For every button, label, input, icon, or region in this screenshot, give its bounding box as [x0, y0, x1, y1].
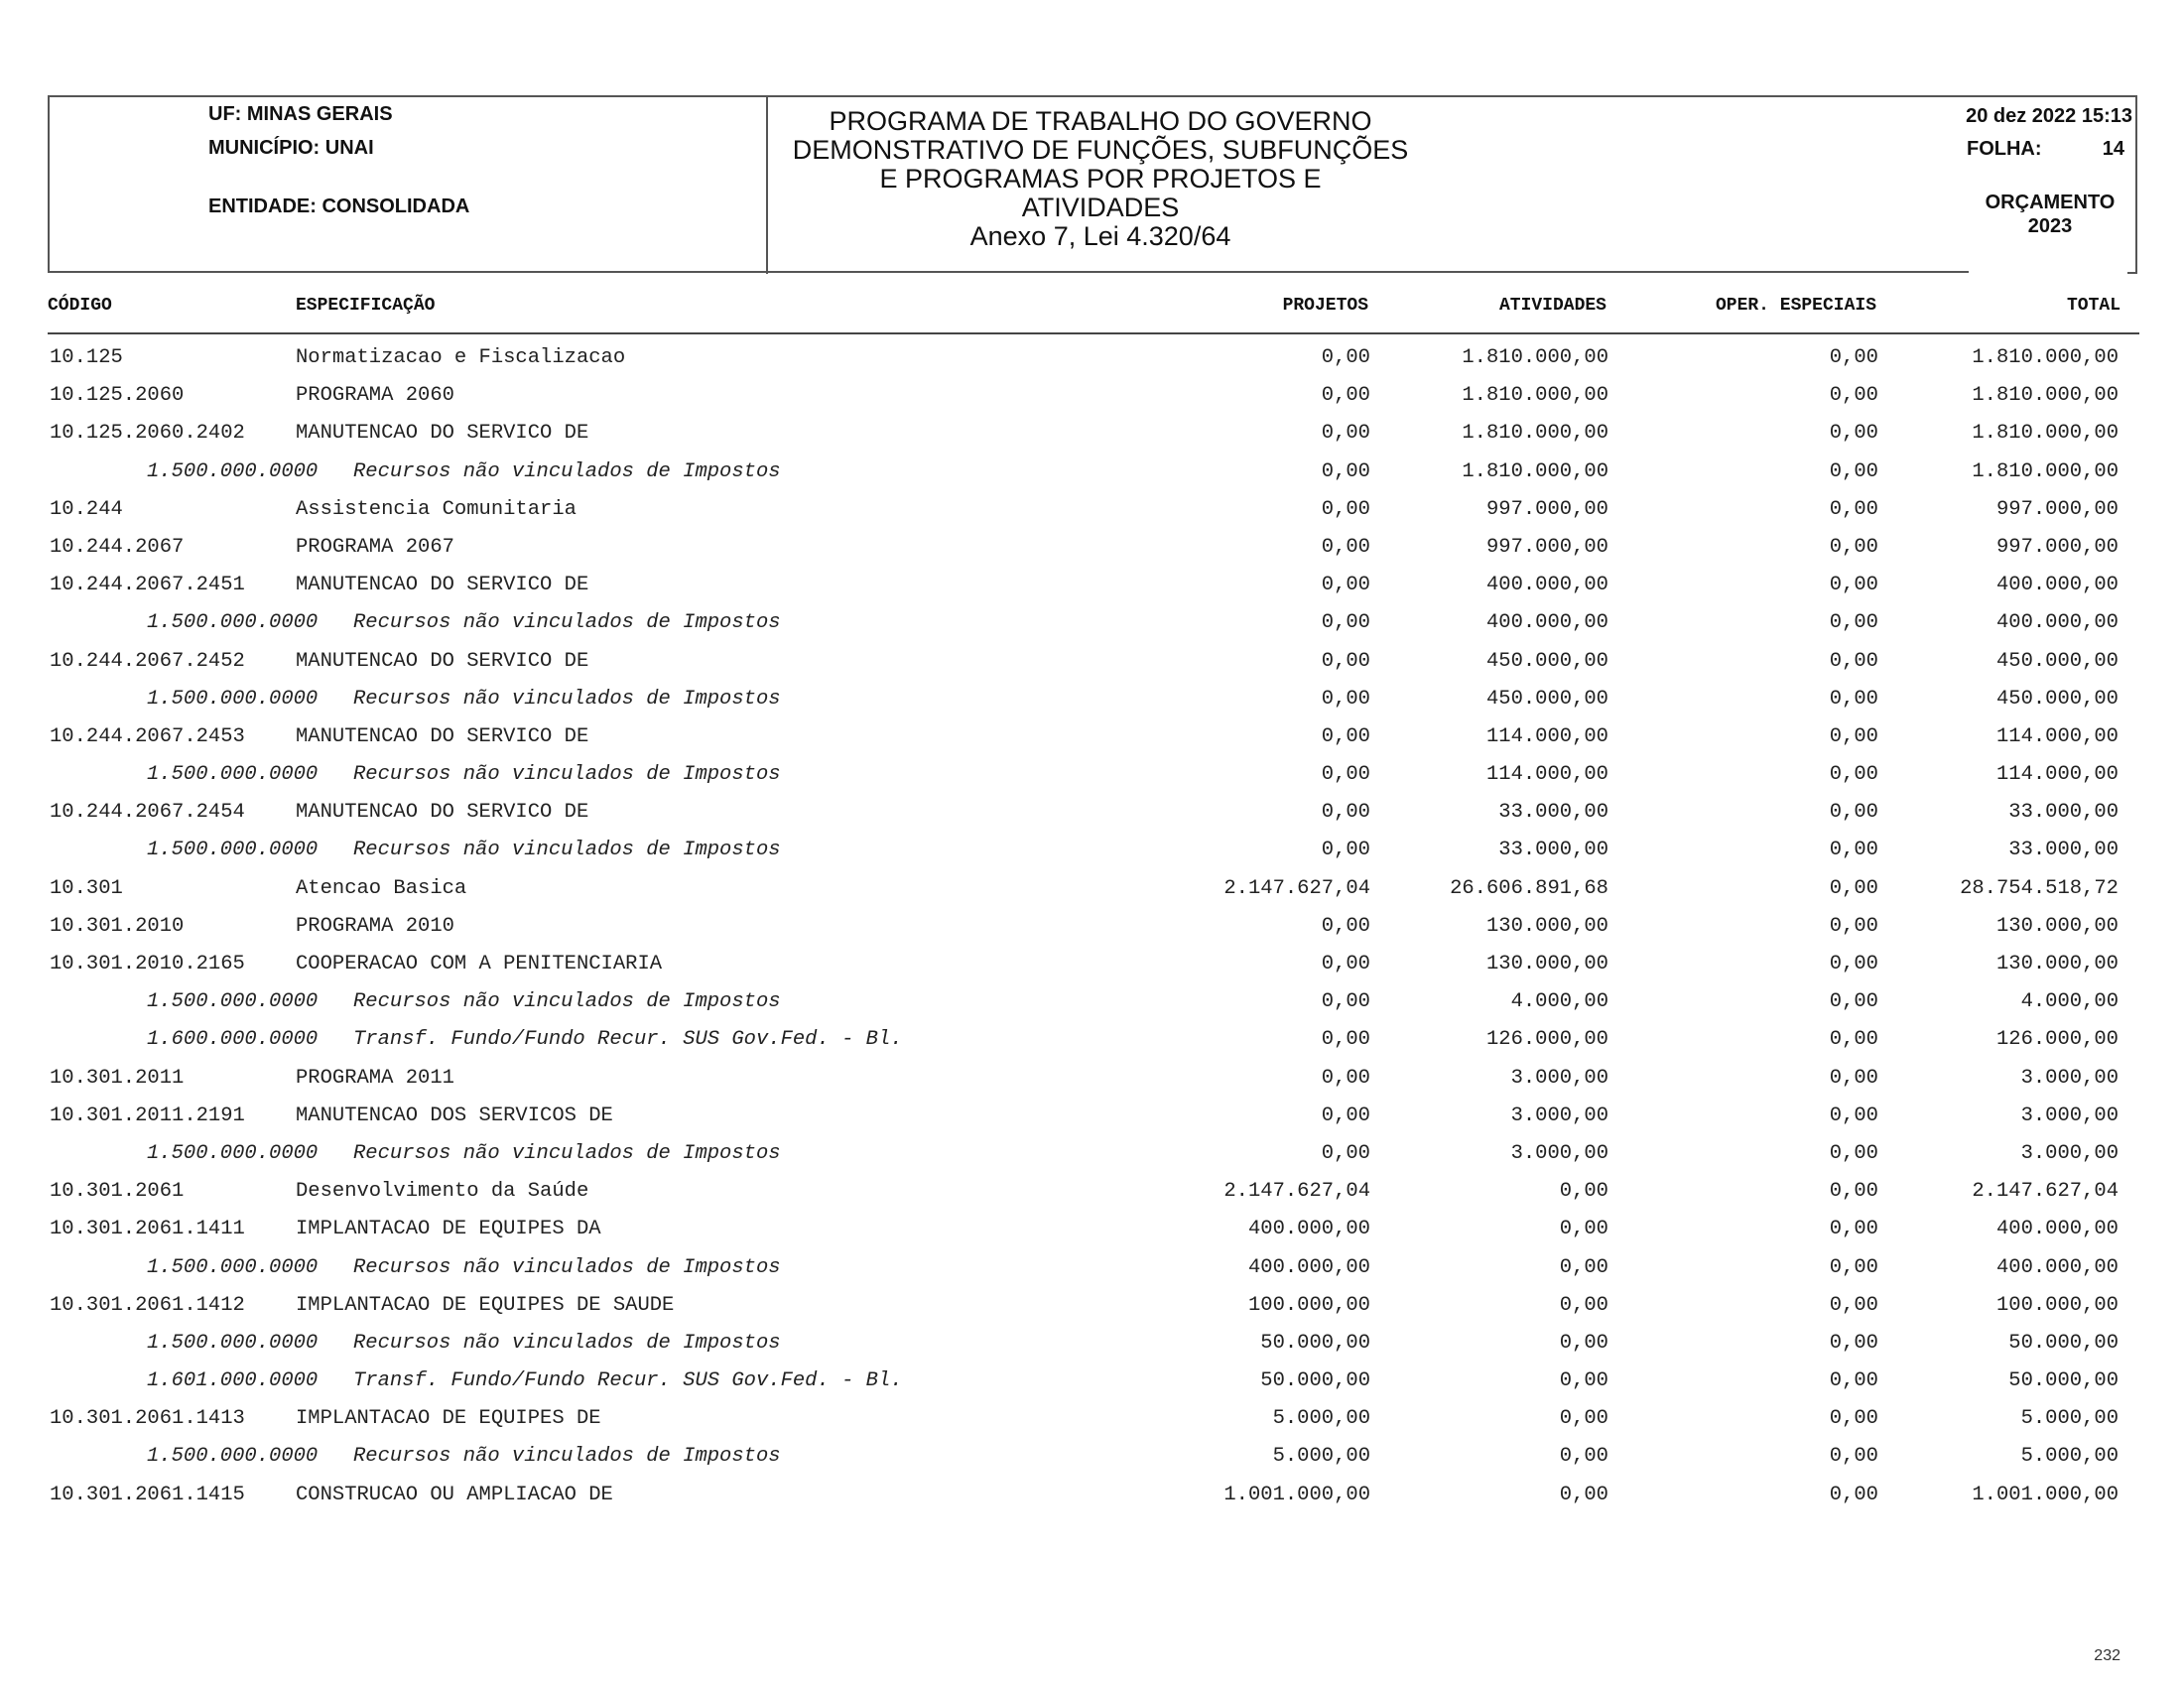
- row-description: MANUTENCAO DO SERVICO DE: [296, 422, 589, 446]
- source-row: [0, 681, 2184, 718]
- source-row: [0, 1363, 2184, 1400]
- cell-total: 400.000,00: [1995, 1218, 2119, 1241]
- cell-atividades: 997.000,00: [1485, 535, 1608, 559]
- cell-total: 1.001.000,00: [1972, 1483, 2119, 1506]
- row-code: 10.244.2067.2454: [50, 801, 245, 825]
- cell-atividades: 0,00: [1559, 1407, 1608, 1431]
- cell-total: 1.810.000,00: [1972, 459, 2119, 483]
- table-row: [0, 491, 2184, 529]
- cell-projetos: 0,00: [1321, 1028, 1370, 1052]
- row-code: 10.301.2011: [50, 1066, 185, 1090]
- cell-atividades: 400.000,00: [1485, 574, 1608, 597]
- cell-projetos: 5.000,00: [1272, 1445, 1370, 1469]
- cell-oper-especiais: 0,00: [1829, 990, 1878, 1014]
- cell-atividades: 114.000,00: [1485, 724, 1608, 748]
- col-header-total: TOTAL: [2066, 296, 2120, 316]
- source-description: Recursos não vinculados de Impostos: [353, 1445, 781, 1469]
- source-row: [0, 983, 2184, 1021]
- cell-oper-especiais: 0,00: [1829, 687, 1878, 711]
- header-right-tick: [2127, 272, 2137, 274]
- source-row: [0, 1325, 2184, 1363]
- row-description: MANUTENCAO DOS SERVICOS DE: [296, 1104, 613, 1127]
- cell-projetos: 0,00: [1321, 346, 1370, 369]
- cell-projetos: 50.000,00: [1260, 1369, 1370, 1393]
- cell-atividades: 33.000,00: [1498, 801, 1608, 825]
- cell-atividades: 0,00: [1559, 1293, 1608, 1317]
- cell-projetos: 0,00: [1321, 990, 1370, 1014]
- municipio-label: MUNICÍPIO: UNAI: [208, 137, 374, 159]
- cell-total: 50.000,00: [2008, 1369, 2119, 1393]
- uf-label: UF: MINAS GERAIS: [208, 103, 393, 125]
- cell-oper-especiais: 0,00: [1829, 763, 1878, 787]
- table-row: [0, 718, 2184, 756]
- cell-total: 2.147.627,04: [1972, 1180, 2119, 1204]
- row-description: Normatizacao e Fiscalizacao: [296, 346, 626, 369]
- cell-projetos: 400.000,00: [1247, 1218, 1370, 1241]
- row-description: PROGRAMA 2060: [296, 384, 454, 408]
- cell-atividades: 114.000,00: [1485, 763, 1608, 787]
- row-description: IMPLANTACAO DE EQUIPES DE: [296, 1407, 601, 1431]
- cell-oper-especiais: 0,00: [1829, 839, 1878, 862]
- cell-atividades: 4.000,00: [1510, 990, 1608, 1014]
- source-row: [0, 1249, 2184, 1287]
- source-description: Recursos não vinculados de Impostos: [353, 1141, 781, 1165]
- row-description: PROGRAMA 2067: [296, 535, 454, 559]
- cell-oper-especiais: 0,00: [1829, 649, 1878, 673]
- table-row: [0, 794, 2184, 832]
- row-code: 10.244.2067.2453: [50, 724, 245, 748]
- cell-projetos: 0,00: [1321, 535, 1370, 559]
- table-row: [0, 870, 2184, 908]
- cell-projetos: 0,00: [1321, 574, 1370, 597]
- table-row: [0, 908, 2184, 946]
- row-description: Desenvolvimento da Saúde: [296, 1180, 589, 1204]
- cell-projetos: 0,00: [1321, 611, 1370, 635]
- source-code: 1.500.000.0000: [147, 839, 319, 862]
- table-row: [0, 1060, 2184, 1098]
- cell-oper-especiais: 0,00: [1829, 574, 1878, 597]
- cell-oper-especiais: 0,00: [1829, 535, 1878, 559]
- title-line-3: E PROGRAMAS POR PROJETOS E: [879, 164, 1322, 194]
- cell-oper-especiais: 0,00: [1829, 1407, 1878, 1431]
- cell-oper-especiais: 0,00: [1829, 1104, 1878, 1127]
- cell-oper-especiais: 0,00: [1829, 384, 1878, 408]
- col-header-atividades: ATIVIDADES: [1498, 296, 1606, 316]
- cell-projetos: 50.000,00: [1260, 1331, 1370, 1355]
- cell-total: 126.000,00: [1995, 1028, 2119, 1052]
- cell-projetos: 0,00: [1321, 459, 1370, 483]
- orcamento-year: 2023: [2027, 215, 2073, 237]
- row-description: Assistencia Comunitaria: [296, 497, 577, 521]
- title-line-4: ATIVIDADES: [1021, 193, 1180, 222]
- cell-oper-especiais: 0,00: [1829, 876, 1878, 900]
- cell-total: 1.810.000,00: [1972, 422, 2119, 446]
- header-bottom-rule: [48, 271, 1969, 273]
- cell-total: 28.754.518,72: [1960, 876, 2119, 900]
- cell-total: 130.000,00: [1995, 953, 2119, 975]
- cell-oper-especiais: 0,00: [1829, 1180, 1878, 1204]
- cell-projetos: 0,00: [1321, 724, 1370, 748]
- source-description: Recursos não vinculados de Impostos: [353, 839, 781, 862]
- cell-atividades: 33.000,00: [1498, 839, 1608, 862]
- cell-oper-especiais: 0,00: [1829, 346, 1878, 369]
- cell-projetos: 0,00: [1321, 763, 1370, 787]
- table-row: [0, 643, 2184, 681]
- cell-total: 997.000,00: [1995, 535, 2119, 559]
- cell-atividades: 0,00: [1559, 1445, 1608, 1469]
- cell-projetos: 0,00: [1321, 1066, 1370, 1090]
- source-code: 1.500.000.0000: [147, 1141, 319, 1165]
- row-code: 10.301.2061.1412: [50, 1293, 245, 1317]
- row-code: 10.244.2067: [50, 535, 185, 559]
- row-description: COOPERACAO COM A PENITENCIARIA: [296, 953, 663, 975]
- source-code: 1.500.000.0000: [147, 611, 319, 635]
- cell-projetos: 0,00: [1321, 801, 1370, 825]
- source-description: Recursos não vinculados de Impostos: [353, 459, 781, 483]
- cell-atividades: 0,00: [1559, 1255, 1608, 1279]
- source-row: [0, 832, 2184, 869]
- report-title: [768, 107, 1433, 251]
- cell-total: 5.000,00: [2020, 1445, 2119, 1469]
- cell-projetos: 1.001.000,00: [1223, 1483, 1370, 1506]
- source-code: 1.601.000.0000: [147, 1369, 319, 1393]
- row-description: MANUTENCAO DO SERVICO DE: [296, 801, 589, 825]
- cell-atividades: 130.000,00: [1485, 953, 1608, 975]
- row-code: 10.301.2010.2165: [50, 953, 245, 975]
- row-description: Atencao Basica: [296, 876, 467, 900]
- table-row: [0, 377, 2184, 415]
- cell-atividades: 3.000,00: [1510, 1066, 1608, 1090]
- source-code: 1.500.000.0000: [147, 990, 319, 1014]
- entidade-label: ENTIDADE: CONSOLIDADA: [208, 195, 470, 217]
- column-header-rule: [48, 332, 2139, 334]
- cell-total: 130.000,00: [1995, 914, 2119, 938]
- cell-oper-especiais: 0,00: [1829, 1255, 1878, 1279]
- source-row: [0, 1135, 2184, 1173]
- table-row: [0, 1173, 2184, 1211]
- cell-total: 3.000,00: [2020, 1141, 2119, 1165]
- row-code: 10.125.2060: [50, 384, 185, 408]
- cell-total: 114.000,00: [1995, 724, 2119, 748]
- cell-atividades: 3.000,00: [1510, 1141, 1608, 1165]
- cell-oper-especiais: 0,00: [1829, 801, 1878, 825]
- table-row: [0, 1098, 2184, 1135]
- title-line-5: Anexo 7, Lei 4.320/64: [969, 221, 1231, 251]
- source-description: Recursos não vinculados de Impostos: [353, 1331, 781, 1355]
- source-description: Recursos não vinculados de Impostos: [353, 763, 781, 787]
- row-description: IMPLANTACAO DE EQUIPES DA: [296, 1218, 601, 1241]
- cell-projetos: 0,00: [1321, 839, 1370, 862]
- header-right-rule: [2135, 95, 2137, 272]
- cell-oper-especiais: 0,00: [1829, 1293, 1878, 1317]
- row-description: MANUTENCAO DO SERVICO DE: [296, 724, 589, 748]
- cell-total: 997.000,00: [1995, 497, 2119, 521]
- source-description: Recursos não vinculados de Impostos: [353, 990, 781, 1014]
- cell-oper-especiais: 0,00: [1829, 1331, 1878, 1355]
- cell-atividades: 997.000,00: [1485, 497, 1608, 521]
- cell-total: 450.000,00: [1995, 649, 2119, 673]
- cell-projetos: 400.000,00: [1247, 1255, 1370, 1279]
- table-row: [0, 1211, 2184, 1248]
- cell-oper-especiais: 0,00: [1829, 422, 1878, 446]
- cell-projetos: 5.000,00: [1272, 1407, 1370, 1431]
- folha-value: 14: [2102, 138, 2124, 160]
- row-description: PROGRAMA 2011: [296, 1066, 454, 1090]
- source-description: Recursos não vinculados de Impostos: [353, 1255, 781, 1279]
- cell-oper-especiais: 0,00: [1829, 459, 1878, 483]
- cell-projetos: 2.147.627,04: [1223, 1180, 1370, 1204]
- cell-total: 400.000,00: [1995, 574, 2119, 597]
- source-code: 1.500.000.0000: [147, 1331, 319, 1355]
- table-row: [0, 1400, 2184, 1438]
- source-description: Transf. Fundo/Fundo Recur. SUS Gov.Fed. - Bl.: [353, 1028, 903, 1052]
- row-code: 10.125.2060.2402: [50, 422, 245, 446]
- cell-atividades: 0,00: [1559, 1369, 1608, 1393]
- orcamento-label: ORÇAMENTO: [1985, 192, 2116, 213]
- cell-total: 1.810.000,00: [1972, 346, 2119, 369]
- cell-oper-especiais: 0,00: [1829, 1028, 1878, 1052]
- source-code: 1.500.000.0000: [147, 1255, 319, 1279]
- cell-total: 100.000,00: [1995, 1293, 2119, 1317]
- cell-oper-especiais: 0,00: [1829, 611, 1878, 635]
- cell-oper-especiais: 0,00: [1829, 953, 1878, 975]
- cell-atividades: 0,00: [1559, 1180, 1608, 1204]
- cell-projetos: 0,00: [1321, 649, 1370, 673]
- row-description: MANUTENCAO DO SERVICO DE: [296, 574, 589, 597]
- title-line-1: PROGRAMA DE TRABALHO DO GOVERNO: [829, 106, 1372, 136]
- cell-oper-especiais: 0,00: [1829, 1483, 1878, 1506]
- cell-atividades: 0,00: [1559, 1331, 1608, 1355]
- budget-table-body: [0, 339, 2184, 1514]
- cell-atividades: 1.810.000,00: [1462, 346, 1608, 369]
- cell-total: 50.000,00: [2008, 1331, 2119, 1355]
- cell-projetos: 100.000,00: [1247, 1293, 1370, 1317]
- cell-total: 5.000,00: [2020, 1407, 2119, 1431]
- row-code: 10.244.2067.2451: [50, 574, 245, 597]
- cell-atividades: 0,00: [1559, 1218, 1608, 1241]
- source-code: 1.500.000.0000: [147, 1445, 319, 1469]
- cell-projetos: 0,00: [1321, 953, 1370, 975]
- table-row: [0, 1477, 2184, 1514]
- cell-total: 114.000,00: [1995, 763, 2119, 787]
- row-code: 10.244: [50, 497, 123, 521]
- cell-total: 33.000,00: [2008, 801, 2119, 825]
- row-description: IMPLANTACAO DE EQUIPES DE SAUDE: [296, 1293, 675, 1317]
- cell-oper-especiais: 0,00: [1829, 497, 1878, 521]
- cell-total: 400.000,00: [1995, 611, 2119, 635]
- row-code: 10.301.2010: [50, 914, 185, 938]
- table-row: [0, 415, 2184, 453]
- cell-projetos: 0,00: [1321, 497, 1370, 521]
- row-code: 10.301.2061.1413: [50, 1407, 245, 1431]
- cell-atividades: 130.000,00: [1485, 914, 1608, 938]
- cell-projetos: 0,00: [1321, 384, 1370, 408]
- cell-atividades: 1.810.000,00: [1462, 384, 1608, 408]
- col-header-projetos: PROJETOS: [1282, 296, 1368, 316]
- source-code: 1.500.000.0000: [147, 763, 319, 787]
- cell-projetos: 0,00: [1321, 914, 1370, 938]
- cell-projetos: 0,00: [1321, 1104, 1370, 1127]
- table-row: [0, 339, 2184, 377]
- cell-total: 4.000,00: [2020, 990, 2119, 1014]
- source-description: Recursos não vinculados de Impostos: [353, 611, 781, 635]
- row-description: PROGRAMA 2010: [296, 914, 454, 938]
- cell-projetos: 0,00: [1321, 1141, 1370, 1165]
- row-code: 10.301.2061.1411: [50, 1218, 245, 1241]
- row-code: 10.301.2061: [50, 1180, 185, 1204]
- report-datetime: 20 dez 2022 15:13: [1966, 105, 2132, 127]
- cell-oper-especiais: 0,00: [1829, 1141, 1878, 1165]
- cell-atividades: 1.810.000,00: [1462, 422, 1608, 446]
- cell-total: 450.000,00: [1995, 687, 2119, 711]
- col-header-oper-especiais: OPER. ESPECIAIS: [1715, 296, 1876, 316]
- cell-oper-especiais: 0,00: [1829, 1445, 1878, 1469]
- row-code: 10.125: [50, 346, 123, 369]
- cell-projetos: 2.147.627,04: [1223, 876, 1370, 900]
- cell-oper-especiais: 0,00: [1829, 1218, 1878, 1241]
- source-row: [0, 1021, 2184, 1059]
- table-row: [0, 529, 2184, 567]
- cell-oper-especiais: 0,00: [1829, 914, 1878, 938]
- table-row: [0, 1287, 2184, 1325]
- source-code: 1.600.000.0000: [147, 1028, 319, 1052]
- title-line-2: DEMONSTRATIVO DE FUNÇÕES, SUBFUNÇÕES: [792, 135, 1409, 165]
- cell-atividades: 400.000,00: [1485, 611, 1608, 635]
- source-row: [0, 454, 2184, 491]
- cell-atividades: 450.000,00: [1485, 687, 1608, 711]
- cell-atividades: 26.606.891,68: [1450, 876, 1608, 900]
- cell-projetos: 0,00: [1321, 687, 1370, 711]
- source-description: Transf. Fundo/Fundo Recur. SUS Gov.Fed. - Bl.: [353, 1369, 903, 1393]
- folha-label: FOLHA:: [1967, 138, 2042, 160]
- source-row: [0, 756, 2184, 794]
- cell-total: 3.000,00: [2020, 1066, 2119, 1090]
- source-row: [0, 604, 2184, 642]
- table-row: [0, 567, 2184, 604]
- source-code: 1.500.000.0000: [147, 459, 319, 483]
- row-code: 10.301.2011.2191: [50, 1104, 245, 1127]
- cell-atividades: 1.810.000,00: [1462, 459, 1608, 483]
- col-header-especificacao: ESPECIFICAÇÃO: [296, 296, 436, 316]
- source-row: [0, 1438, 2184, 1476]
- page-number: 232: [2094, 1647, 2120, 1664]
- cell-total: 400.000,00: [1995, 1255, 2119, 1279]
- cell-total: 3.000,00: [2020, 1104, 2119, 1127]
- source-code: 1.500.000.0000: [147, 687, 319, 711]
- cell-oper-especiais: 0,00: [1829, 1369, 1878, 1393]
- cell-atividades: 126.000,00: [1485, 1028, 1608, 1052]
- row-description: MANUTENCAO DO SERVICO DE: [296, 649, 589, 673]
- source-description: Recursos não vinculados de Impostos: [353, 687, 781, 711]
- cell-atividades: 3.000,00: [1510, 1104, 1608, 1127]
- row-code: 10.301: [50, 876, 123, 900]
- row-description: CONSTRUCAO OU AMPLIACAO DE: [296, 1483, 613, 1506]
- cell-oper-especiais: 0,00: [1829, 1066, 1878, 1090]
- cell-atividades: 0,00: [1559, 1483, 1608, 1506]
- cell-atividades: 450.000,00: [1485, 649, 1608, 673]
- cell-oper-especiais: 0,00: [1829, 724, 1878, 748]
- row-code: 10.244.2067.2452: [50, 649, 245, 673]
- cell-total: 33.000,00: [2008, 839, 2119, 862]
- col-header-codigo: CÓDIGO: [48, 296, 112, 316]
- table-row: [0, 946, 2184, 983]
- cell-total: 1.810.000,00: [1972, 384, 2119, 408]
- cell-projetos: 0,00: [1321, 422, 1370, 446]
- row-code: 10.301.2061.1415: [50, 1483, 245, 1506]
